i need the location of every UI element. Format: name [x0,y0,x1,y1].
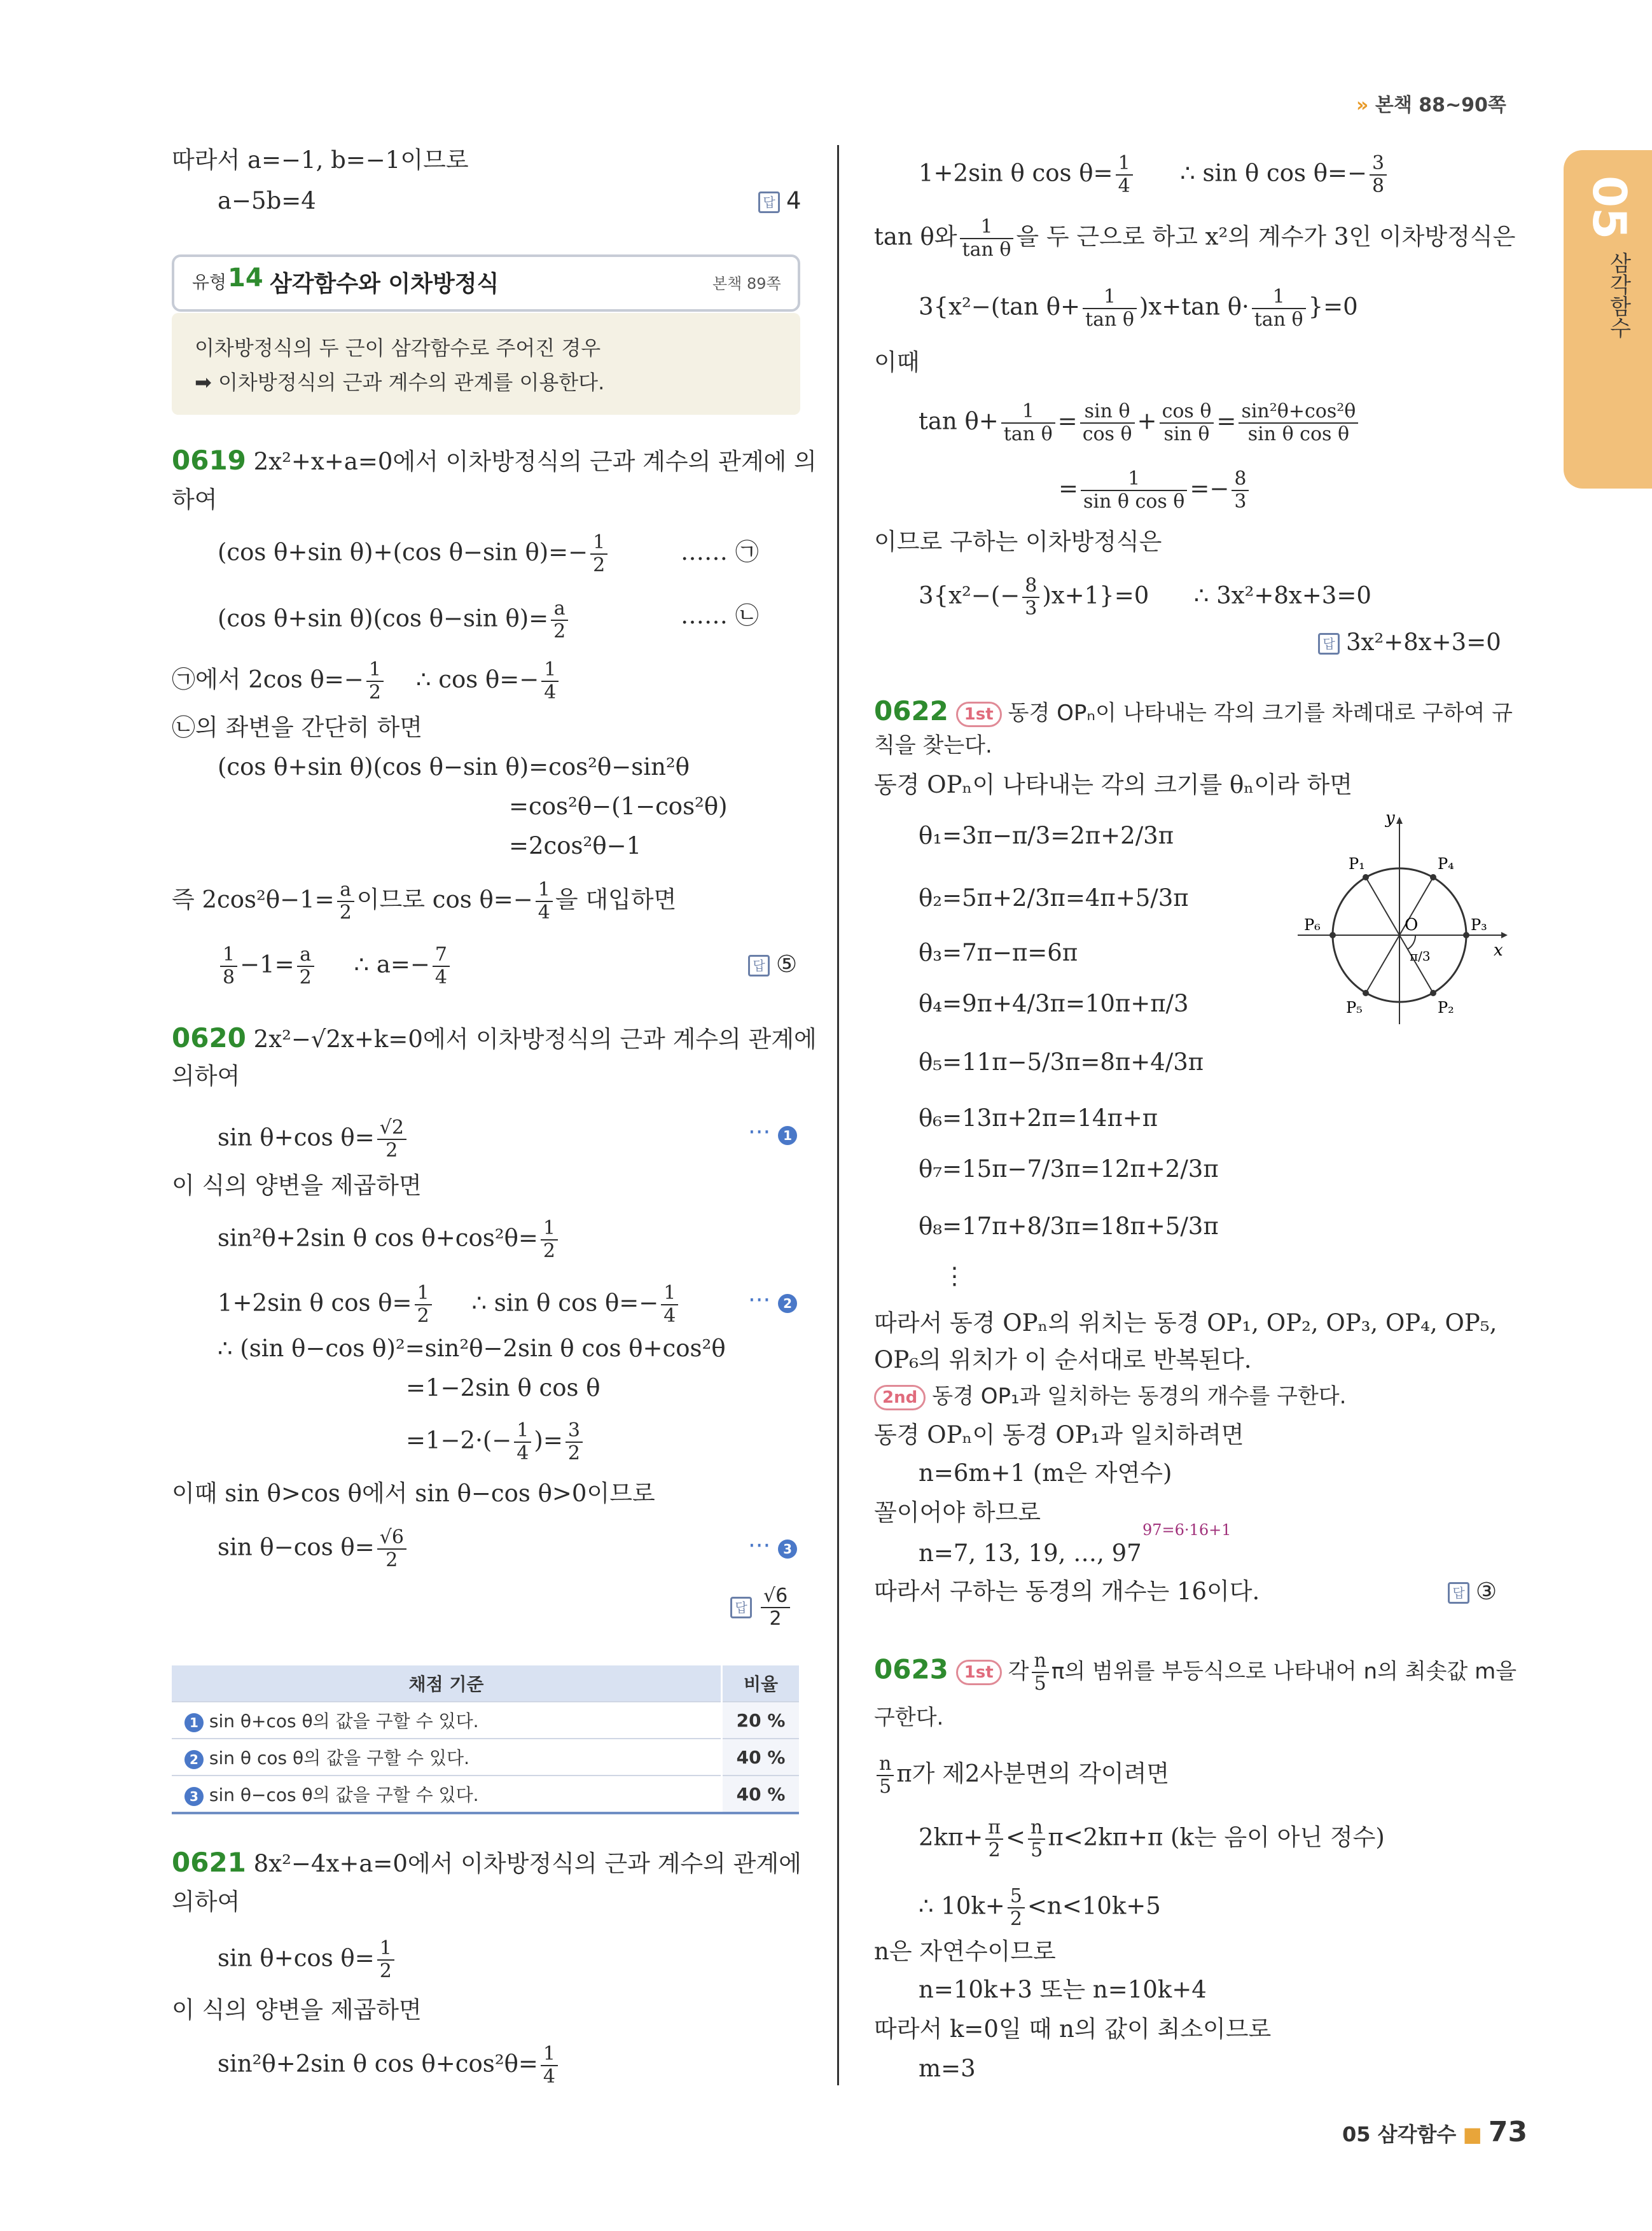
equation-line: $\frac{1}{8}$ −1= $\frac{a}{2}$ ∴ a=− $\frac{7}{4}$ [218,944,452,989]
equation-line: ∴ 10k+ $\frac{5}{2}$ <n<10k+5 [919,1885,1161,1930]
fraction: $\frac{1}{4}$ [1116,153,1133,197]
point-p2 [1430,990,1436,996]
equation-line: sin θ+cos θ= $\frac{1}{2}$ [218,1938,397,1982]
fraction: $\frac{3}{2}$ [566,1420,583,1464]
text-line: 하여 [172,486,218,513]
type-ref: 본책 89쪽 [712,275,781,293]
problem-0622-intro: 0622 1st 동경 OPₙ이 나타내는 각의 크기를 차례대로 구하여 규 [874,695,1513,726]
type-body-line: 이차방정식의 두 근이 삼각함수로 주어진 경우 [195,336,601,360]
fraction: $\frac{1}{\text{tan θ}}$ [960,216,1014,261]
point-p1 [1363,874,1369,880]
fraction: $\frac{1}{8}$ [220,944,237,989]
fraction: $\frac{n}{5}$ [877,1753,894,1798]
problem-0619-intro: 0619 2x²+x+a=0에서 이차방정식의 근과 계수의 관계에 의 [172,445,817,476]
fraction: $\frac{5}{2}$ [1008,1886,1025,1930]
equation-line: m=3 [919,2055,976,2082]
equation-line: sin²θ+2sin θ cos θ+cos²θ= $\frac{1}{2}$ [218,1218,560,1262]
text-line: 따라서 동경 OPₙ의 위치는 동경 OP₁, OP₂, OP₃, OP₄, OP₅, [874,1309,1497,1337]
table-cell: 1 sin θ+cos θ의 값을 구할 수 있다. [172,1702,722,1739]
table-header: 비율 [722,1665,800,1702]
fraction: $\frac{1}{2}$ [590,532,607,576]
vdots: ⋮ [943,1262,966,1289]
fraction: $\frac{1}{4}$ [541,2043,558,2088]
fraction: $\frac{1}{\text{sin θ cos θ}}$ [1081,468,1187,513]
fraction: $\frac{1}{4}$ [536,879,553,924]
text-line: 따라서 a=−1, b=−1이므로 [172,146,469,174]
fraction: $\frac{1}{\text{tan θ}}$ [1083,286,1137,331]
scoring-table [172,1665,799,1814]
equation-line: tan θ+ $\frac{1}{\text{tan θ}}$ = $\frac{\text{sin θ}}{\text{cos θ}}$ + $\frac{\text{cos θ}}{\text{sin θ}}$ = $\frac{\text{sin²θ+cos²θ}}{\text{sin θ cos θ}}$ [919,401,1361,445]
fraction: $\frac{1}{4}$ [541,659,559,704]
score-mark-icon: 1 [778,1126,797,1145]
problem-0623-intro: 0623 1st 각 $\frac{n}{5}$ π의 범위를 부등식으로 나타내어 n의 최솟값 m을 [874,1650,1517,1695]
equation-line: sin²θ+2sin θ cos θ+cos²θ= $\frac{1}{4}$ [218,2043,560,2088]
theta-line: θ₈=17π+8/3π=18π+5/3π [919,1213,1219,1240]
chapter-title: 삼각함수 [1606,252,1631,338]
fraction: $\frac{8}{3}$ [1232,468,1249,513]
score-mark-icon: 3 [778,1539,797,1559]
text-line: 이 식의 양변을 제곱하면 [172,1172,422,1199]
equation-line: a−5b=4 [218,187,316,214]
p3-label: P₃ [1471,916,1487,934]
fraction: $\frac{3}{8}$ [1370,153,1387,197]
footer [1342,2116,1527,2148]
fraction: $\frac{a}{2}$ [337,879,354,924]
point-p4 [1430,874,1436,880]
fraction: $\frac{\text{sin²θ+cos²θ}}{\text{sin θ cos θ}}$ [1239,401,1358,445]
answer: 답 ⑤ [748,949,797,980]
score-mark-icon: 1 [184,1713,204,1732]
y-axis-arrow-icon [1396,817,1403,824]
theta-line: θ₂=5π+2/3π=4π+5/3π [919,884,1189,912]
fraction: $\frac{1}{4}$ [661,1282,678,1327]
fraction: $\frac{n}{5}$ [1028,1817,1045,1861]
equation-line: =cos²θ−(1−cos²θ) [509,793,728,820]
equation-line: (cos θ+sin θ)+(cos θ−sin θ)=− $\frac{1}{2}$ [218,532,610,576]
equation-line: = $\frac{1}{\text{sin θ cos θ}}$ =− $\frac{8}{3}$ [1059,468,1251,513]
table-row [172,1702,799,1739]
x-label: x [1494,941,1503,960]
equation-line: n=7, 13, 19, …, 97 [919,1539,1142,1567]
type-body-line: ➡ 이차방정식의 근과 계수의 관계를 이용한다. [195,370,605,394]
fraction: $\frac{1}{4}$ [514,1420,531,1464]
text-line: 동경 OPₙ이 동경 OP₁과 일치하려면 [874,1421,1244,1449]
equation-line: 3{x²−(tan θ+ $\frac{1}{\text{tan θ}}$ )x+tan θ· $\frac{1}{\text{tan θ}}$ }=0 [919,286,1358,331]
fraction: $\frac{1}{\text{tan θ}}$ [1252,286,1306,331]
step-badge: 1st [956,1660,1002,1685]
theta-line: θ₆=13π+2π=14π+π [919,1104,1158,1132]
fraction: $\frac{1}{\text{tan θ}}$ [1001,401,1055,445]
type-header [172,254,800,312]
score-mark: ··· 2 [748,1285,797,1316]
equation-line: sin θ+cos θ= $\frac{√2}{2}$ [218,1117,409,1162]
theta-line: θ₃=7π−π=6π [919,939,1078,966]
square-icon: ■ [1462,2122,1482,2146]
text-line: OP₆의 위치가 이 순서대로 반복된다. [874,1346,1252,1373]
angle-arc [1408,935,1415,949]
equation-line: sin θ−cos θ= $\frac{√6}{2}$ [218,1527,409,1571]
text-line: 따라서 k=0일 때 n의 값이 최소이므로 [874,2015,1272,2043]
score-mark: ··· 3 [748,1531,797,1561]
answer: 답 3x²+8x+3=0 [1318,627,1501,658]
chapter-number: 05 [1583,176,1636,240]
fraction: $\frac{1}{2}$ [415,1282,432,1327]
equation-line: n=10k+3 또는 n=10k+4 [919,1976,1207,2003]
equation-tag: …… ㉡ [681,602,759,629]
annotation-note: 97=6·16+1 [1142,1521,1232,1539]
answer-icon: 답 [1448,1582,1469,1604]
column-divider [837,145,839,2085]
type-title: 삼각함수와 이차방정식 [270,271,499,297]
fraction: $\frac{√6}{2}$ [377,1527,406,1571]
table-row [172,1739,799,1776]
answer [730,1585,793,1630]
equation-line: ㉠에서 2cos θ=− $\frac{1}{2}$ ∴ cos θ=− $\frac{1}{4}$ [172,659,561,704]
answer: 답 4 [758,186,802,216]
text-line: 이므로 구하는 이차방정식은 [874,528,1162,555]
p1-label: P₁ [1349,855,1365,873]
equation-tag: …… ㉠ [681,538,759,566]
equation-line: =2cos²θ−1 [509,832,642,859]
equation-line: (cos θ+sin θ)(cos θ−sin θ)= $\frac{a}{2}$ [218,598,571,643]
table-cell: 3 sin θ−cos θ의 값을 구할 수 있다. [172,1776,722,1813]
point-p3 [1463,932,1469,938]
table-cell: 40 % [722,1739,800,1776]
x-axis-arrow-icon [1501,932,1508,938]
table-cell: 40 % [722,1776,800,1813]
text-line: 이 식의 양변을 제곱하면 [172,1996,422,2024]
p6-label: P₆ [1304,916,1321,934]
equation-line: 1+2sin θ cos θ= $\frac{1}{2}$ ∴ sin θ cos θ=− $\frac{1}{4}$ [218,1282,681,1327]
problem-0620-intro: 0620 2x²−√2x+k=0에서 이차방정식의 근과 계수의 관계에 [172,1022,817,1053]
equation-line: 2kπ+ $\frac{\pi}{2}$ < $\frac{n}{5}$ π<2kπ+π (k는 음이 아닌 정수) [919,1816,1385,1861]
type-label: 유형 [192,272,227,293]
equation-line: =1−2sin θ cos θ [406,1374,600,1401]
step-badge: 2nd [874,1385,926,1410]
p4-label: P₄ [1438,855,1454,873]
angle-label: π/3 [1410,949,1431,964]
y-label: y [1385,809,1395,828]
step-line: 2nd 동경 OP₁과 일치하는 동경의 개수를 구한다. [874,1380,1346,1412]
answer-icon: 답 [748,955,770,976]
equation-line: 3{x²−(− $\frac{8}{3}$ )x+1}=0 ∴ 3x²+8x+3=0 [919,574,1371,620]
fraction: $\frac{7}{4}$ [433,944,450,989]
type-number: 14 [228,263,263,293]
chapter-side-tab[interactable] [1564,150,1652,489]
text-line: 따라서 구하는 동경의 개수는 16이다. [874,1578,1260,1605]
type-body [172,313,800,415]
fraction: $\frac{a}{2}$ [551,598,568,643]
score-mark: ··· 1 [748,1117,797,1148]
equation-line: (cos θ+sin θ)(cos θ−sin θ)=cos²θ−sin²θ [218,753,690,781]
p2-label: P₂ [1438,999,1454,1017]
equation-line: tan θ와 $\frac{1}{\text{tan θ}}$ 을 두 근으로 하고 x²의 계수가 3인 이차방정식은 [874,216,1516,261]
point-p6 [1329,932,1336,938]
answer-icon: 답 [730,1597,752,1618]
text-line: n은 자연수이므로 [874,1938,1056,1965]
fraction: $\frac{1}{2}$ [541,1218,558,1262]
fraction: $\frac{√2}{2}$ [377,1117,406,1162]
equation-line: $\frac{n}{5}$ π가 제2사분면의 각이려면 [874,1753,1169,1798]
fraction: $\frac{1}{2}$ [366,659,384,704]
problem-0621-intro: 0621 8x²−4x+a=0에서 이차방정식의 근과 계수의 관계에 [172,1847,802,1878]
fraction: $\frac{\text{cos θ}}{\text{sin θ}}$ [1160,401,1214,445]
equation-line: 즉 2cos²θ−1= $\frac{a}{2}$ 이므로 cos θ=− $\frac{1}{4}$ 을 대입하면 [172,879,677,924]
table-cell: 20 % [722,1702,800,1739]
type-box [172,254,799,415]
text-line: 칙을 찾는다. [874,733,992,758]
table-header-row [172,1665,799,1702]
theta-line: θ₅=11π−5/3π=8π+4/3π [919,1048,1204,1076]
fraction: $\frac{\pi}{2}$ [985,1817,1003,1861]
double-chevron-icon: » [1356,94,1369,116]
score-mark-icon: 2 [778,1294,797,1313]
theta-line: θ₄=9π+4/3π=10π+π/3 [919,990,1189,1017]
answer: 답 ③ [1448,1576,1497,1607]
fraction: $\frac{√6}{2}$ [761,1585,790,1630]
text-line: 이때 [874,349,920,376]
header-ref: » 본책 88~90쪽 [1356,94,1506,116]
text-line: ㉡의 좌변을 간단히 하면 [172,714,422,741]
equation-line: n=6m+1 (m은 자연수) [919,1459,1172,1487]
table-header: 채점 기준 [172,1665,722,1702]
score-mark-icon: 2 [184,1750,204,1769]
fraction: $\frac{a}{2}$ [297,944,314,989]
text-line: 구한다. [874,1705,944,1730]
answer-icon: 답 [758,191,780,213]
text-line: 의하여 [172,1062,240,1090]
point-p5 [1363,990,1369,996]
theta-line: θ₁=3π−π/3=2π+2/3π [919,822,1174,849]
fraction: $\frac{\text{sin θ}}{\text{cos θ}}$ [1080,401,1135,445]
fraction: $\frac{8}{3}$ [1022,575,1039,620]
footer-chapter: 05 삼각함수 [1342,2122,1457,2146]
text-line: 꼴이어야 하므로 [874,1499,1041,1526]
text-line: 의하여 [172,1888,240,1915]
text-line: 동경 OPₙ이 나타내는 각의 크기를 θₙ이라 하면 [874,771,1352,798]
table-cell: 2 sin θ cos θ의 값을 구할 수 있다. [172,1739,722,1776]
fraction: $\frac{n}{5}$ [1032,1650,1049,1695]
step-badge: 1st [956,702,1002,727]
score-mark-icon: 3 [184,1787,204,1806]
answer-icon: 답 [1318,633,1340,655]
text-line: 이때 sin θ>cos θ에서 sin θ−cos θ>0이므로 [172,1480,655,1507]
unit-circle-diagram [1285,808,1514,1024]
table-row [172,1776,799,1813]
origin-label: O [1405,915,1419,935]
theta-line: θ₇=15π−7/3π=12π+2/3π [919,1155,1219,1183]
p5-label: P₅ [1346,999,1363,1017]
equation-line: ∴ (sin θ−cos θ)²=sin²θ−2sin θ cos θ+cos²θ [218,1335,726,1362]
page-number: 73 [1488,2116,1528,2148]
equation-line: 1+2sin θ cos θ= $\frac{1}{4}$ ∴ sin θ cos θ=− $\frac{3}{8}$ [919,153,1389,197]
fraction: $\frac{1}{2}$ [377,1938,394,1982]
equation-line: =1−2·(− $\frac{1}{4}$ )= $\frac{3}{2}$ [406,1420,585,1464]
